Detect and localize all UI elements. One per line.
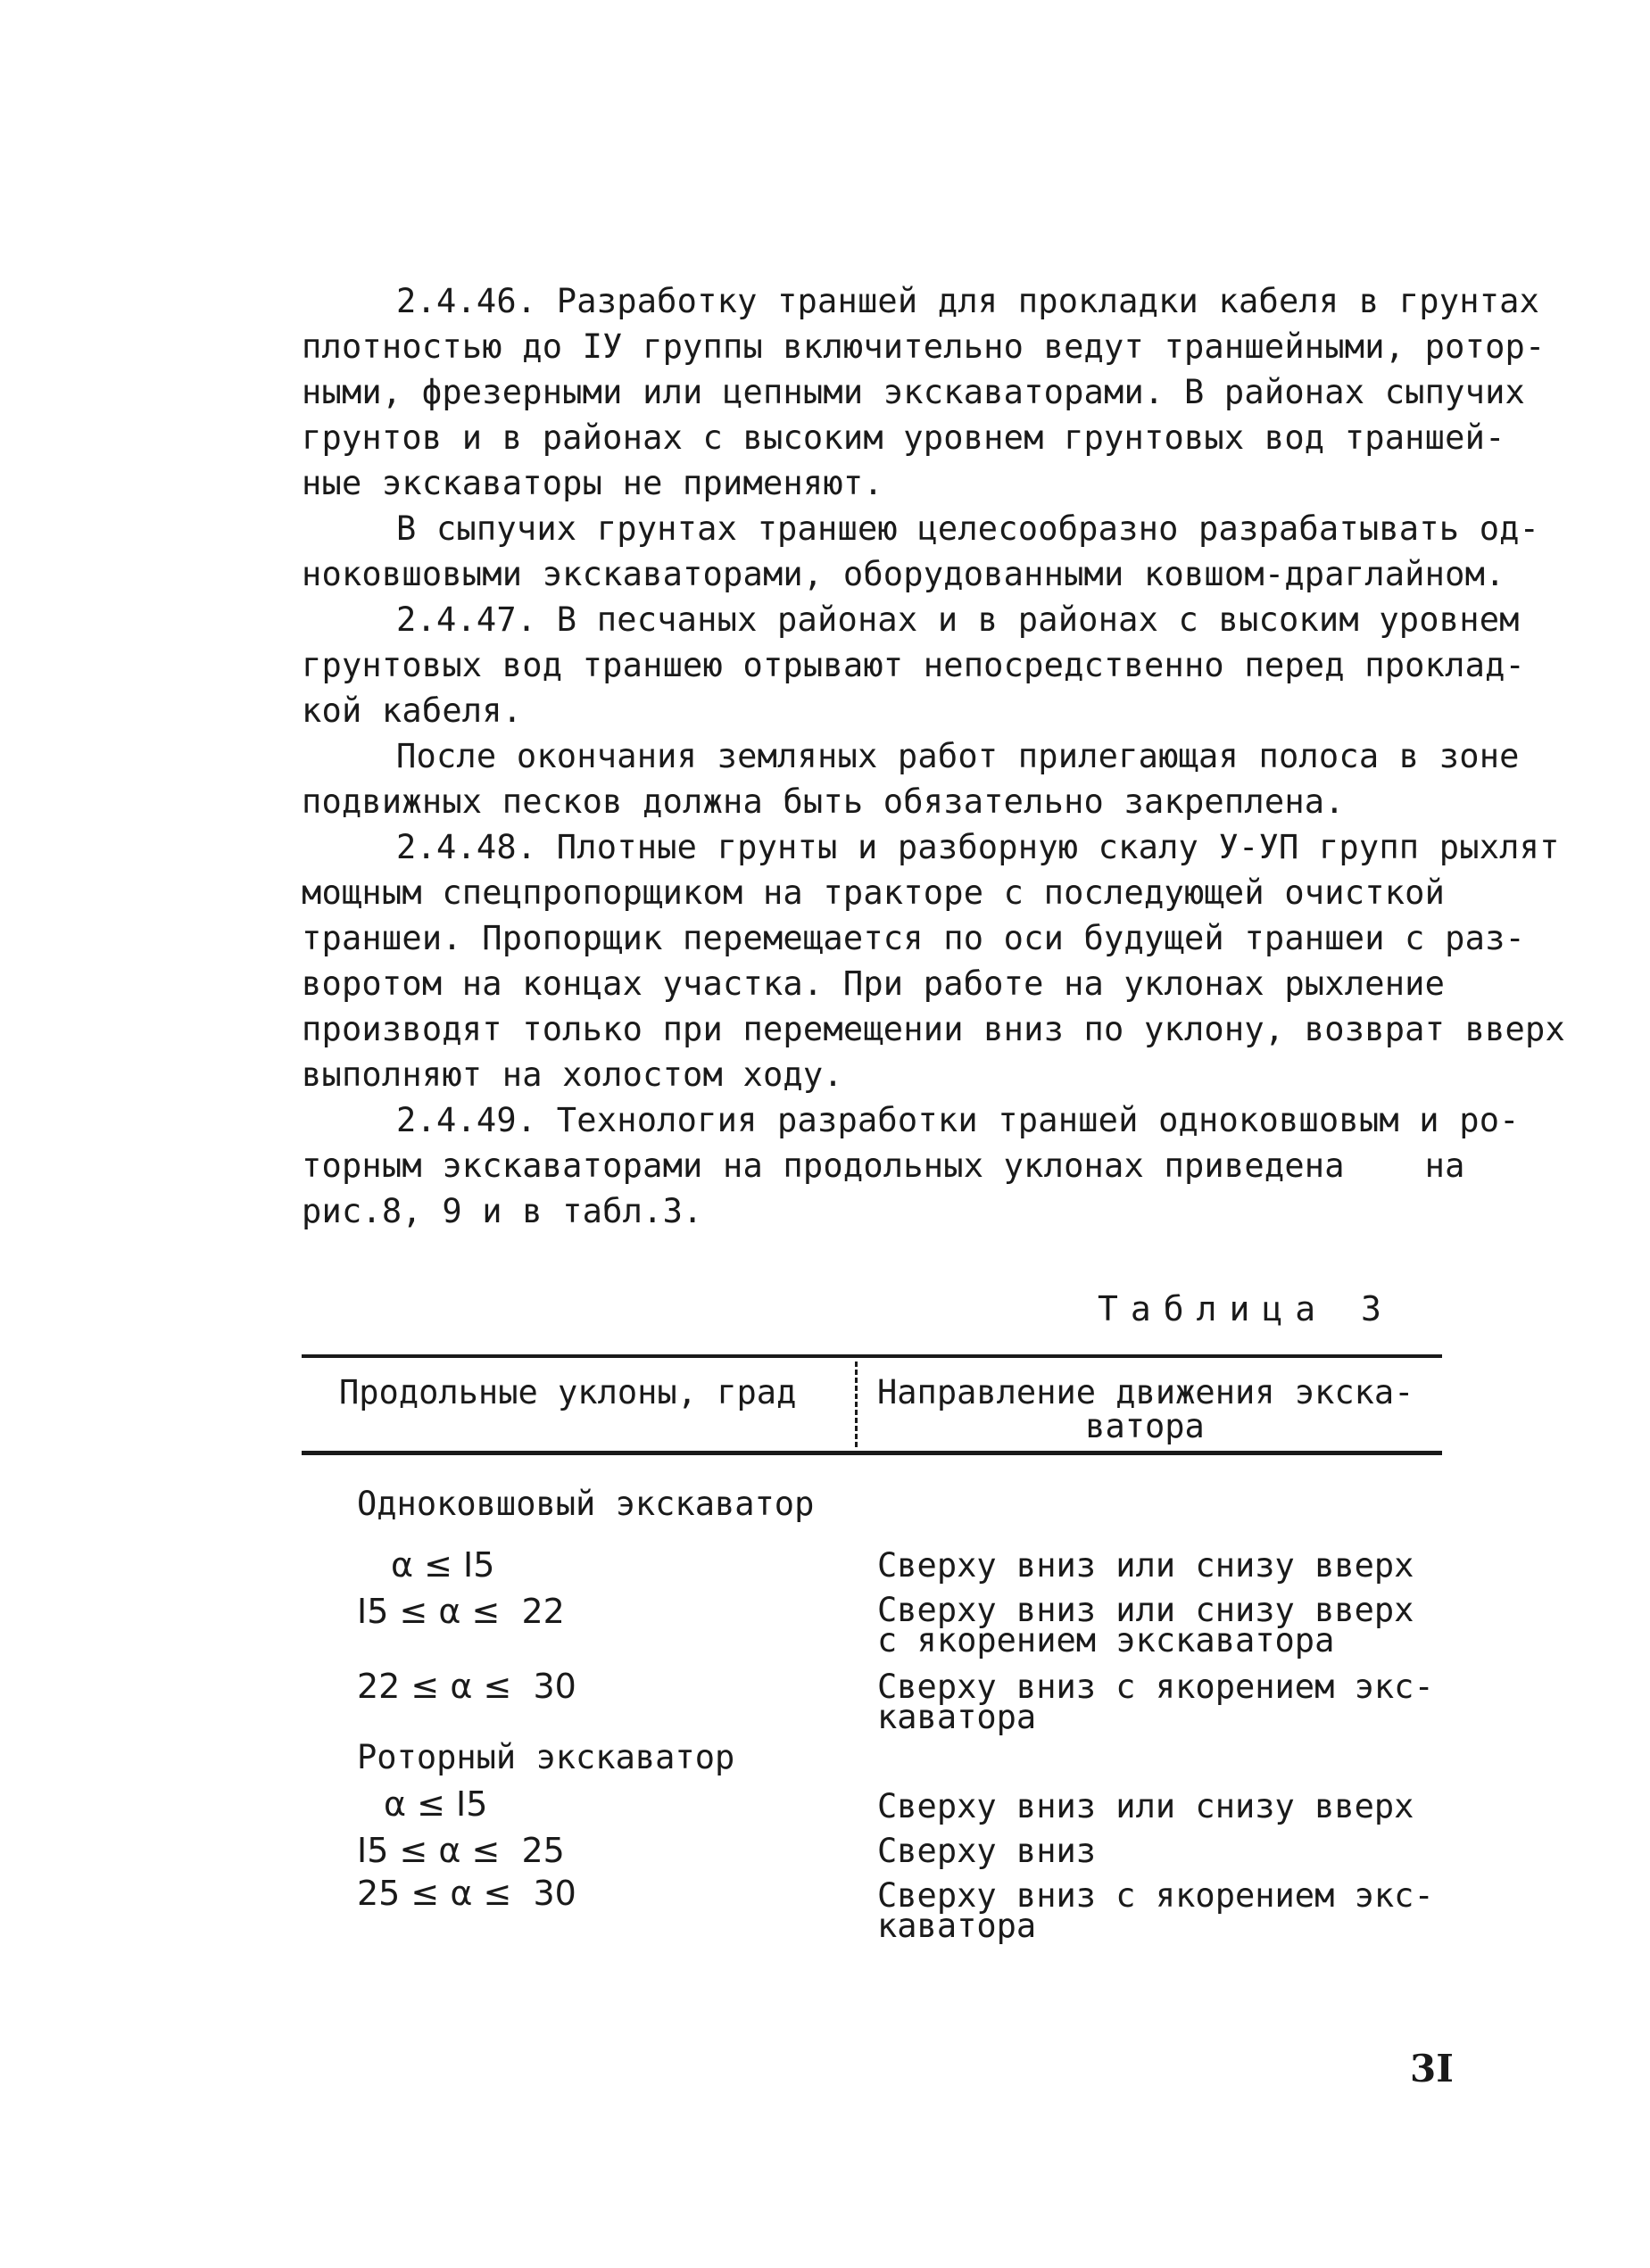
text-line: кой кабеля. xyxy=(302,691,523,730)
slope-cell: α ≤ I5 xyxy=(391,1545,495,1585)
direction-line: каватора xyxy=(877,1698,1037,1736)
text-line: В сыпучих грунтах траншею целесообразно разрабатывать од- xyxy=(396,509,1540,548)
direction-line: с якорением экскаватора xyxy=(877,1621,1335,1660)
direction-line: Сверху вниз xyxy=(877,1832,1097,1870)
slope-cell: α ≤ I5 xyxy=(384,1784,488,1824)
text-line: плотностью до IУ группы включительно ведут траншейными, ротор- xyxy=(302,327,1546,366)
direction-cell xyxy=(877,1591,1414,1660)
direction-line: Сверху вниз или снизу вверх xyxy=(877,1591,1414,1629)
text-line: торным экскаваторами на продольных уклонах приведена на xyxy=(302,1146,1465,1185)
group-label-single-bucket: Одноковшовый экскаватор xyxy=(357,1485,815,1523)
header-direction xyxy=(877,1373,1414,1445)
body-text xyxy=(302,278,1565,1234)
paragraph-2-4-49 xyxy=(302,1097,1520,1234)
text-line: подвижных песков должна быть обязательно закреплена. xyxy=(302,782,1345,821)
direction-line: Сверху вниз или снизу вверх xyxy=(877,1787,1414,1825)
direction-cell xyxy=(877,1546,1414,1585)
text-line: выполняют на холостом ходу. xyxy=(302,1055,843,1094)
header-direction-line2: ватора xyxy=(1085,1407,1205,1445)
paragraph-2-4-48 xyxy=(302,824,1565,1097)
group-label-rotary: Роторный экскаватор xyxy=(357,1738,735,1776)
direction-line: каватора xyxy=(877,1907,1037,1945)
header-direction-line1: Направление движения экска- xyxy=(877,1373,1414,1411)
text-line: 2.4.46. Разработку траншей для прокладки кабеля в грунтах xyxy=(396,282,1540,320)
text-line: ноковшовыми экскаваторами, оборудованными ковшом-драглайном. xyxy=(302,555,1505,593)
direction-cell xyxy=(877,1832,1097,1870)
direction-cell xyxy=(877,1876,1434,1945)
direction-line: Сверху вниз с якорением экс- xyxy=(877,1876,1434,1915)
page-number: 3I xyxy=(1410,2047,1454,2090)
table-header-rule xyxy=(302,1451,1442,1455)
paragraph-after-earthworks xyxy=(302,733,1520,824)
slope-cell: 22 ≤ α ≤ 30 xyxy=(357,1667,576,1706)
paragraph-2-4-47 xyxy=(302,597,1526,733)
direction-line: Сверху вниз с якорением экс- xyxy=(877,1668,1434,1706)
slope-cell: I5 ≤ α ≤ 25 xyxy=(357,1831,565,1870)
text-line: воротом на концах участка. При работе на уклонах рыхление xyxy=(302,964,1446,1003)
direction-cell xyxy=(877,1787,1414,1825)
text-line: рис.8, 9 и в табл.3. xyxy=(302,1192,703,1230)
text-line: производят только при перемещении вниз по уклону, возврат вверх xyxy=(302,1010,1565,1048)
text-line: мощным спецпропорщиком на тракторе с последующей очисткой xyxy=(302,873,1446,912)
slope-cell: I5 ≤ α ≤ 22 xyxy=(357,1592,565,1631)
text-line: траншеи. Пропорщик перемещается по оси будущей траншеи с раз- xyxy=(302,919,1526,957)
text-line: 2.4.48. Плотные грунты и разборную скалу У-УП групп рыхлят xyxy=(396,828,1560,866)
text-line: После окончания земляных работ прилегающая полоса в зоне xyxy=(396,737,1520,775)
header-column-divider xyxy=(855,1362,858,1447)
direction-line: Сверху вниз или снизу вверх xyxy=(877,1546,1414,1585)
text-line: 2.4.49. Технология разработки траншей одноковшовым и ро- xyxy=(396,1101,1520,1139)
header-slope: Продольные уклоны, град xyxy=(339,1373,797,1411)
text-line: 2.4.47. В песчаных районах и в районах с высоким уровнем xyxy=(396,600,1520,639)
text-line: ные экскаваторы не применяют. xyxy=(302,464,883,502)
table-top-rule xyxy=(302,1354,1442,1358)
text-line: грунтовых вод траншею отрывают непосредственно перед проклад- xyxy=(302,646,1526,684)
text-line: грунтов и в районах с высоким уровнем грунтовых вод траншей- xyxy=(302,418,1505,457)
paragraph-2-4-46 xyxy=(302,278,1546,506)
slope-cell: 25 ≤ α ≤ 30 xyxy=(357,1874,576,1913)
paragraph-loose-soils xyxy=(302,506,1540,597)
table-title: Таблица 3 xyxy=(1098,1289,1394,1329)
direction-cell xyxy=(877,1668,1434,1736)
text-line: ными, фрезерными или цепными экскаваторами. В районах сыпучих xyxy=(302,373,1526,411)
